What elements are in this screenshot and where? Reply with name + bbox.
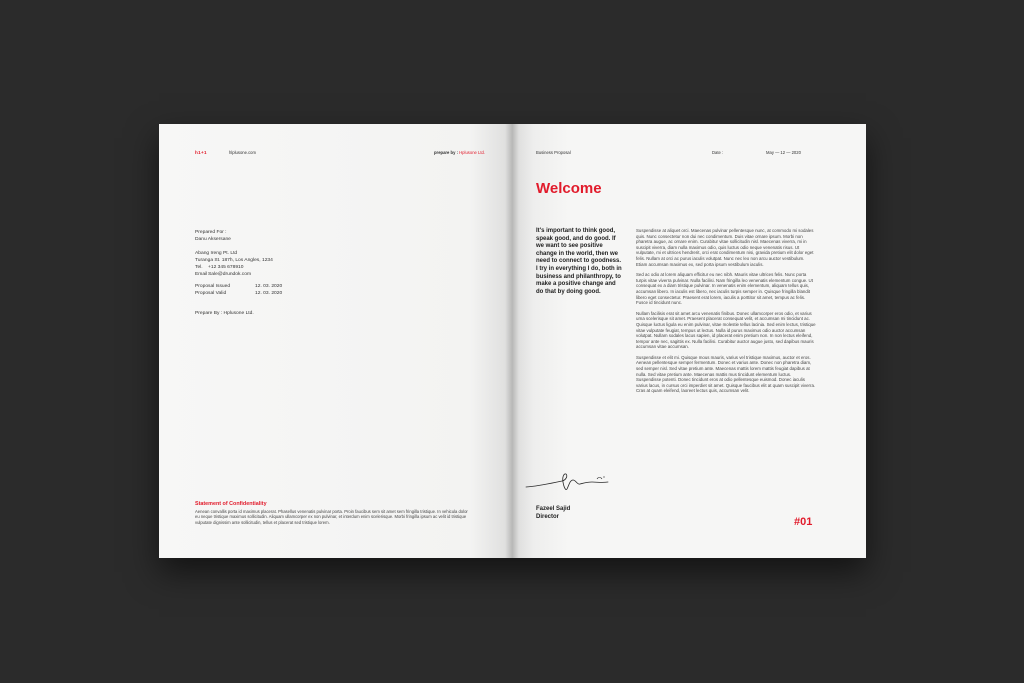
page-number: #01 (794, 516, 813, 528)
tel-label: Tel. (195, 265, 203, 270)
left-page (159, 124, 513, 558)
paragraph: Suspendisse et elit mi. Quisque mous mauris, varius vel tristique maximus, auctor et eros. Aenean pellentesque semper fermentum. Donec et varius ante. Donec non pharetra diam, sed semper nisl. Sed vitae pretium ante. Maecenas mattis lorem mattis feugiat dapibus at nulla. Sed vitae pretium ante. Maecenas mattis mus tincidunt elementum luctus. Suspendisse potenti. Donec tincidunt eros at odio pellentesque euismod. Donec iaculis varius lacus, in cursus orci imperdiet sit amet. Quisque faucibus elit at quam suscipit viverra. Cras at quam eleifend, laoreet lectus quis, accumsan velit. (636, 354, 816, 394)
issued-value: 12. 03. 2020 (255, 284, 283, 289)
issued-label: Proposal Issued (195, 284, 231, 289)
valid-row (195, 291, 283, 296)
book-spine-shadow (505, 124, 519, 558)
confidentiality-title: Statement of Confidentiality (195, 501, 267, 507)
body-text (636, 228, 816, 399)
right-page (512, 124, 866, 558)
date-value: May — 12 — 2020 (766, 150, 801, 155)
valid-label: Proposal Valid (195, 291, 227, 296)
tel-row (195, 265, 244, 270)
prepare-by-header (434, 150, 485, 155)
confidentiality-body: Aenean convallis porta id maximus placerat. Phasellus venenatis pulvinar porta. Proin faucibus sem sit amet sem fringilla tristique. In vehicula dolor eu neque tristique maximus sollicitudin. Aliquam ullamcorper ex non pulvinar, et interdum enim scelerisque. Morbi fringilla ipsum ac velit id tristique vulputate dignissim ante sollicitudin, tellus et placerat sed tristique lorem. (195, 509, 468, 525)
website-text: hlplusone.com (229, 150, 257, 155)
paragraph: Suspendisse at aliquet orci. Maecenas pulvinar pellentesque nunc, at commodo mi sodales quis. Nunc consectetur non dui nec condimentum. Duis vitae ornare ipsum. Morbi non pharetra augue, ac ornare enim. Curabitur vitae sollicitudin nisl. Maecenas viverra, mi in suscipit viverra, diam nulla maximus odio, quis luctus odio neque venenatis risus. Ut vulputate, mi et ultrices hendrerit, orci erat condimentum nisi, gravida pretium elit dolor eget felis. Nullam at orci ac purus iaculis volutpat. Nunc nec leo non arcu auctor vestibulum. Etiam accumsan maximus ex, sed porta ipsum vestibulum iaculis. (636, 228, 814, 267)
valid-value: 12. 03. 2020 (255, 291, 283, 296)
document-type: Business Proposal (536, 150, 571, 155)
prepare-by-text: Prepare By : Hplusone Ltd. (195, 311, 254, 316)
client-company: Abang Ireng Pt. Ltd (195, 251, 238, 256)
signatory-role: Director (536, 514, 560, 520)
date-label: Date : (712, 150, 724, 155)
prepared-for-label: Prepared For : (195, 230, 227, 235)
prepare-by-value: Hplusone Ltd. (459, 150, 485, 155)
email-label: Email (195, 272, 208, 277)
signatory-name: Fazeel Sajid (536, 506, 571, 512)
page-title: Welcome (536, 180, 602, 197)
paragraph: Nullam facilisis erat sit amet arcu venenatis finibus. Donec ullamcorper eros odio, et varius urna scelerisque sit amet. Praesent placerat consequat velit, et accumsan mi tincidunt ac. Quisque luctus ligula eu enim pulvinar, vitae molestie tellus lacinia. Sed enim lectus, tristique vitae vulputate feugiat, tempus ut lectus. Nulla id purus maximus odio auctor accumsan volutpat. Nullam sodales lacus sapien, id placerat enim pretium non. In non lectus eleifend, tempor ante nec, sagittis ex. Nulla facilisi. Curabitur auctor augue justo, sed dapibus mauris accumsan vitae accumsan. (636, 310, 816, 350)
tel-value: +12 345 678910 (208, 265, 244, 270)
paragraph: Sed ac odio at lorem aliquam efficitur eu nec nibh. Mauris vitae ultrices felis. Nunc porta turpis vitae viverra pulvinar. Nulla facilisi. Nam fringilla leo venenatis elementum congue. Ut consequat ex a diam tristique pulvinar. In venenatis enim elementum, aliquam tellus quis, accumsan libero. In iaculis est libero, nec iaculis turpis semper in. Quisque fringilla blandit libero eget consectetur. Praesent erat lorem, iaculis a porttitor sit amet, tempus ac felis. Fusce id tincidunt nunc. (636, 272, 813, 306)
lead-quote: It's important to think good, speak good, and do good. If we want to see positive change in the world, then we need to connect to goodness. I try in everything I do, both in business and philanthropy, to make a positive change and do that by doing good. (536, 228, 622, 295)
signature-image (522, 468, 632, 494)
client-name: Danu Aksersane (195, 237, 231, 242)
issued-row (195, 284, 283, 289)
logo: h1+1 (195, 150, 207, 155)
client-address: Turanga St. 187h, Los Angles, 1234 (195, 258, 273, 263)
prepare-by-label: prepare by : (434, 150, 458, 155)
email-row (195, 272, 252, 277)
email-value: Sale@drundok.com (208, 272, 252, 277)
proposal-spread (159, 124, 866, 558)
